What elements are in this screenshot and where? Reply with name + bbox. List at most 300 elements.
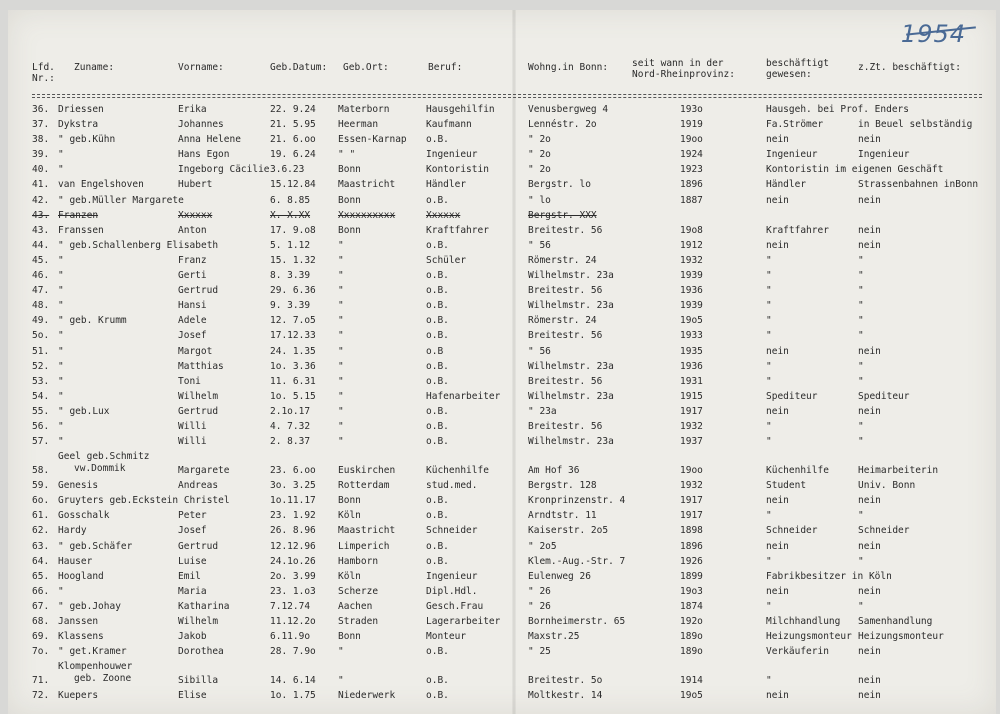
cell-zuname: Hardy	[58, 525, 87, 537]
cell-zzt: Ingenieur	[858, 149, 910, 161]
cell-beruf: o.B.	[426, 330, 449, 342]
cell-geb-ort: Köln	[338, 510, 361, 522]
cell-geb-datum: 17.12.33	[270, 330, 316, 342]
cell-zuname: "	[58, 300, 64, 312]
cell-geb-datum: 3o. 3.25	[270, 480, 316, 492]
cell-nr: 39.	[32, 149, 50, 161]
cell-geb-ort: "	[338, 315, 344, 327]
cell-geb-ort: Bonn	[338, 194, 361, 206]
cell-beschaeftigt: Student	[766, 480, 807, 492]
cell-seit: 189o	[680, 631, 703, 643]
table-row	[8, 104, 996, 119]
cell-wohnung: Breitestr. 56	[528, 375, 603, 387]
cell-zzt: "	[858, 330, 864, 342]
cell-beruf: o.B.	[426, 555, 449, 567]
table-row	[8, 330, 996, 345]
cell-nr: 42.	[32, 194, 50, 206]
cell-wohnung: Breitestr. 56	[528, 224, 603, 236]
cell-vorname: Gertrud	[178, 405, 219, 417]
cell-zzt: "	[858, 436, 864, 448]
cell-seit: 1931	[680, 375, 703, 387]
cell-zzt: Heimarbeiterin	[858, 465, 939, 477]
cell-zzt: nein	[858, 495, 881, 507]
cell-seit: 19oo	[680, 134, 703, 146]
cell-seit: 19o5	[680, 315, 703, 327]
cell-nr: 45.	[32, 254, 50, 266]
cell-seit: 1919	[680, 119, 703, 131]
cell-beruf: o.B.	[426, 194, 449, 206]
cell-geb-datum: 21. 5.95	[270, 119, 316, 131]
cell-beschaeftigt: "	[766, 300, 772, 312]
table-row	[8, 225, 996, 240]
cell-beruf: o.B.	[426, 375, 449, 387]
cell-zzt: "	[858, 555, 864, 567]
cell-geb-ort: Heerman	[338, 119, 379, 131]
cell-beschaeftigt: Spediteur	[766, 390, 818, 402]
cell-nr: 65.	[32, 570, 50, 582]
table-row	[8, 556, 996, 571]
cell-nr: 72.	[32, 690, 50, 702]
cell-zuname: Klassens	[58, 631, 104, 643]
cell-vorname: Johannes	[178, 119, 224, 131]
cell-geb-datum: X. X.XX	[270, 209, 311, 221]
cell-zuname: Hoogland	[58, 570, 104, 582]
table-row	[8, 164, 996, 179]
document-page	[8, 10, 996, 714]
cell-wohnung: Breitestr. 5o	[528, 675, 603, 687]
archive-stamp-number: 1954	[900, 20, 966, 48]
cell-seit: 1936	[680, 360, 703, 372]
cell-geb-datum: 21. 6.oo	[270, 134, 316, 146]
cell-geb-ort: "	[338, 300, 344, 312]
cell-vorname: Andreas	[178, 480, 219, 492]
cell-beruf: Händler	[426, 179, 467, 191]
cell-zzt: Spediteur	[858, 390, 910, 402]
table-row	[8, 541, 996, 556]
cell-beruf: o.B.	[426, 300, 449, 312]
table-row	[8, 119, 996, 134]
cell-geb-datum: 1o.11.17	[270, 495, 316, 507]
cell-geb-ort: "	[338, 254, 344, 266]
cell-geb-datum: 11.12.2o	[270, 616, 316, 627]
cell-wohnung: " 2o	[528, 134, 551, 146]
header-vorname: Vorname:	[178, 62, 224, 73]
cell-vorname: Erika	[178, 104, 207, 115]
cell-geb-datum: 23. 1.92	[270, 510, 316, 522]
cell-zuname: " geb.Johay	[58, 600, 121, 612]
cell-nr: 53.	[32, 375, 50, 387]
table-row	[8, 451, 996, 480]
cell-geb-ort: "	[338, 360, 344, 372]
cell-beruf: o.B.	[426, 540, 449, 552]
cell-beruf: Ingenieur	[426, 149, 478, 161]
cell-beschaeftigt: "	[766, 436, 772, 448]
cell-seit: 1917	[680, 405, 703, 417]
cell-seit: 1914	[680, 675, 703, 687]
cell-geb-datum: 15.12.84	[270, 179, 316, 191]
cell-wohnung: " 2o5	[528, 540, 557, 552]
table-row	[8, 646, 996, 661]
cell-nr: 46.	[32, 270, 50, 282]
header-seit: seit wann in der Nord-Rheinprovinz:	[632, 58, 735, 80]
cell-seit: 1936	[680, 285, 703, 297]
cell-wohnung: " 25	[528, 646, 551, 658]
cell-wohnung: Bornheimerstr. 65	[528, 616, 626, 627]
cell-seit: 1917	[680, 495, 703, 507]
table-row	[8, 690, 996, 705]
cell-zuname: "	[58, 585, 64, 597]
cell-geb-datum: 3.6.23	[270, 164, 305, 176]
cell-geb-datum: 2.1o.17	[270, 405, 311, 417]
cell-zuname: " geb.Müller Margarete	[58, 194, 184, 206]
cell-zzt: nein	[858, 224, 881, 236]
cell-vorname: Willi	[178, 420, 207, 432]
cell-seit: 1924	[680, 149, 703, 161]
cell-geb-datum: 8. 3.39	[270, 270, 311, 282]
cell-zzt: "	[858, 420, 864, 432]
cell-geb-ort: "	[338, 330, 344, 342]
cell-wohnung: Breitestr. 56	[528, 420, 603, 432]
cell-zuname: Driessen	[58, 104, 104, 115]
cell-wohnung: Römerstr. 24	[528, 254, 597, 266]
cell-seit: 1896	[680, 179, 703, 191]
cell-vorname: Gerti	[178, 270, 207, 282]
cell-nr: 58.	[32, 465, 50, 477]
cell-vorname: Jakob	[178, 631, 207, 643]
cell-zzt: nein	[858, 585, 881, 597]
cell-zzt: in Beuel selbständig	[858, 119, 973, 131]
cell-zzt: nein	[858, 194, 881, 206]
cell-seit: 1874	[680, 600, 703, 612]
cell-geb-ort: Aachen	[338, 600, 373, 612]
cell-vorname: Emil	[178, 570, 201, 582]
cell-seit: 1896	[680, 540, 703, 552]
cell-beschaeftigt: "	[766, 254, 772, 266]
cell-vorname: Toni	[178, 375, 201, 387]
cell-vorname: Margarete	[178, 465, 230, 477]
cell-geb-datum: 23. 1.o3	[270, 585, 316, 597]
cell-beschaeftigt: nein	[766, 405, 789, 417]
cell-vorname: Gertrud	[178, 285, 219, 297]
cell-beschaeftigt: Kontoristin im eigenen Geschäft	[766, 164, 944, 176]
cell-beruf: o.B.	[426, 675, 449, 687]
cell-beschaeftigt: Schneider	[766, 525, 818, 537]
cell-wohnung: Bergstr. lo	[528, 179, 591, 191]
cell-zuname: "	[58, 360, 64, 372]
cell-beruf: o.B.	[426, 285, 449, 297]
cell-vorname: Elise	[178, 690, 207, 702]
cell-beruf: o.B.	[426, 436, 449, 448]
cell-geb-datum: 2o. 3.99	[270, 570, 316, 582]
cell-wohnung: Klem.-Aug.-Str. 7	[528, 555, 626, 567]
cell-zzt: "	[858, 375, 864, 387]
cell-beschaeftigt: Ingenieur	[766, 149, 818, 161]
cell-geb-datum: 7.12.74	[270, 600, 311, 612]
cell-beruf: Lagerarbeiter	[426, 616, 501, 627]
header-rule	[32, 97, 982, 98]
cell-nr: 38.	[32, 134, 50, 146]
cell-zuname: " geb.Kühn	[58, 134, 116, 146]
cell-geb-ort: "	[338, 270, 344, 282]
cell-zuname: van Engelshoven	[58, 179, 144, 191]
cell-beruf: Hafenarbeiter	[426, 390, 501, 402]
cell-beschaeftigt: nein	[766, 134, 789, 146]
cell-geb-ort: "	[338, 405, 344, 417]
cell-beschaeftigt: nein	[766, 194, 789, 206]
table-row	[8, 210, 996, 225]
cell-seit: 19oo	[680, 465, 703, 477]
cell-geb-datum: 6. 8.85	[270, 194, 311, 206]
cell-seit: 1939	[680, 270, 703, 282]
cell-zuname-line2: vw.Dommik	[74, 463, 126, 475]
cell-vorname: Josef	[178, 330, 207, 342]
cell-wohnung: " lo	[528, 194, 551, 206]
cell-nr: 59.	[32, 480, 50, 492]
cell-nr: 7o.	[32, 646, 50, 658]
cell-nr: 52.	[32, 360, 50, 372]
cell-geb-ort: Rotterdam	[338, 480, 390, 492]
table-row	[8, 616, 996, 631]
cell-geb-ort: "	[338, 345, 344, 357]
cell-zuname: " geb.Lux	[58, 405, 110, 417]
cell-geb-datum: 4. 7.32	[270, 420, 311, 432]
cell-geb-ort: "	[338, 390, 344, 402]
cell-beschaeftigt: Fabrikbesitzer in Köln	[766, 570, 892, 582]
cell-wohnung: Kaiserstr. 2o5	[528, 525, 609, 537]
cell-zuname: "	[58, 390, 64, 402]
cell-wohnung: " 2o	[528, 149, 551, 161]
cell-nr: 48.	[32, 300, 50, 312]
cell-zuname-line2: geb. Zoone	[74, 673, 132, 685]
cell-zuname: " geb. Krumm	[58, 315, 127, 327]
cell-zzt: nein	[858, 675, 881, 687]
cell-nr: 6o.	[32, 495, 50, 507]
cell-seit: 1898	[680, 525, 703, 537]
cell-beruf: o.B.	[426, 646, 449, 658]
cell-vorname: Xxxxxx	[178, 209, 213, 221]
cell-zzt: "	[858, 254, 864, 266]
cell-zuname: "	[58, 330, 64, 342]
cell-geb-datum: 2. 8.37	[270, 436, 311, 448]
cell-geb-ort: Xxxxxxxxxx	[338, 209, 396, 221]
cell-zuname: "	[58, 345, 64, 357]
cell-beruf: Dipl.Hdl.	[426, 585, 478, 597]
cell-geb-ort: Euskirchen	[338, 465, 396, 477]
cell-zuname: Hauser	[58, 555, 93, 567]
cell-geb-datum: 1o. 3.36	[270, 360, 316, 372]
cell-wohnung: Kronprinzenstr. 4	[528, 495, 626, 507]
cell-beschaeftigt: nein	[766, 540, 789, 552]
cell-zuname: Dykstra	[58, 119, 99, 131]
cell-zzt: nein	[858, 345, 881, 357]
cell-seit: 193o	[680, 104, 703, 115]
cell-nr: 40.	[32, 164, 50, 176]
cell-vorname: Ingeborg Cäcilie	[178, 164, 270, 176]
cell-geb-ort: "	[338, 675, 344, 687]
cell-geb-datum: 9. 3.39	[270, 300, 311, 312]
cell-zzt: "	[858, 285, 864, 297]
cell-zzt: nein	[858, 239, 881, 251]
cell-zuname: Kuepers	[58, 690, 99, 702]
cell-beschaeftigt: "	[766, 510, 772, 522]
table-row	[8, 406, 996, 421]
cell-nr: 57.	[32, 436, 50, 448]
cell-wohnung: Bergstr. XXX	[528, 209, 597, 221]
cell-vorname: Anna Helene	[178, 134, 241, 146]
cell-beschaeftigt: Händler	[766, 179, 807, 191]
cell-nr: 54.	[32, 390, 50, 402]
cell-zzt: nein	[858, 540, 881, 552]
cell-zzt: "	[858, 360, 864, 372]
cell-geb-ort: Köln	[338, 570, 361, 582]
cell-vorname: Peter	[178, 510, 207, 522]
table-row	[8, 195, 996, 210]
cell-beruf: Monteur	[426, 631, 467, 643]
cell-wohnung: Wilhelmstr. 23a	[528, 300, 614, 312]
cell-nr: 43.	[32, 209, 50, 221]
cell-beschaeftigt: Hausgeh. bei Prof. Enders	[766, 104, 909, 115]
cell-zzt: nein	[858, 646, 881, 658]
cell-wohnung: Römerstr. 24	[528, 315, 597, 327]
cell-seit: 1939	[680, 300, 703, 312]
cell-zuname: " get.Kramer	[58, 646, 127, 658]
cell-wohnung: Moltkestr. 14	[528, 690, 603, 702]
cell-nr: 66.	[32, 585, 50, 597]
cell-beruf: Xxxxxx	[426, 209, 461, 221]
cell-beruf: Kraftfahrer	[426, 224, 489, 236]
cell-geb-ort: Materborn	[338, 104, 390, 115]
cell-beschaeftigt: nein	[766, 345, 789, 357]
table-row	[8, 376, 996, 391]
cell-geb-ort: "	[338, 239, 344, 251]
cell-wohnung: Eulenweg 26	[528, 570, 591, 582]
cell-vorname: Dorothea	[178, 646, 224, 658]
table-row	[8, 510, 996, 525]
cell-seit: 192o	[680, 616, 703, 627]
cell-zuname: "	[58, 420, 64, 432]
cell-beruf: o.B.	[426, 405, 449, 417]
cell-beschaeftigt: "	[766, 420, 772, 432]
cell-geb-datum: 14. 6.14	[270, 675, 316, 687]
cell-seit: 1912	[680, 239, 703, 251]
cell-geb-datum: 22. 9.24	[270, 104, 316, 115]
cell-nr: 67.	[32, 600, 50, 612]
table-row	[8, 149, 996, 164]
cell-zuname: Gosschalk	[58, 510, 110, 522]
cell-zzt: Heizungsmonteur	[858, 631, 944, 643]
cell-zzt: "	[858, 270, 864, 282]
cell-wohnung: Bergstr. 128	[528, 480, 597, 492]
cell-zzt: "	[858, 600, 864, 612]
cell-geb-ort: "	[338, 420, 344, 432]
cell-zuname: "	[58, 164, 64, 176]
cell-beruf: o.B.	[426, 360, 449, 372]
cell-wohnung: Wilhelmstr. 23a	[528, 390, 614, 402]
cell-nr: 69.	[32, 631, 50, 643]
cell-zuname: "	[58, 270, 64, 282]
cell-beschaeftigt: "	[766, 375, 772, 387]
cell-wohnung: Venusbergweg 4	[528, 104, 609, 115]
cell-zzt: nein	[858, 405, 881, 417]
cell-nr: 71.	[32, 675, 50, 687]
table-row	[8, 361, 996, 376]
cell-wohnung: Wilhelmstr. 23a	[528, 270, 614, 282]
cell-geb-datum: 5. 1.12	[270, 239, 311, 251]
cell-seit: 1923	[680, 164, 703, 176]
cell-vorname: Matthias	[178, 360, 224, 372]
cell-vorname: Anton	[178, 224, 207, 236]
cell-beschaeftigt: nein	[766, 239, 789, 251]
cell-nr: 43.	[32, 224, 50, 236]
cell-vorname: Franz	[178, 254, 207, 266]
cell-geb-datum: 29. 6.36	[270, 285, 316, 297]
cell-wohnung: " 26	[528, 585, 551, 597]
cell-vorname: Maria	[178, 585, 207, 597]
cell-beruf: Kaufmann	[426, 119, 472, 131]
cell-vorname: Margot	[178, 345, 213, 357]
cell-zuname: "	[58, 149, 64, 161]
cell-beschaeftigt: "	[766, 285, 772, 297]
header-geb-ort: Geb.Ort:	[343, 62, 389, 73]
cell-geb-ort: " "	[338, 149, 356, 161]
cell-beruf: Schüler	[426, 254, 467, 266]
cell-zzt: Schneider	[858, 525, 910, 537]
cell-beruf: o.B.	[426, 510, 449, 522]
table-row	[8, 240, 996, 255]
cell-geb-ort: "	[338, 436, 344, 448]
cell-wohnung: " 56	[528, 345, 551, 357]
cell-beschaeftigt: "	[766, 270, 772, 282]
cell-geb-ort: "	[338, 646, 344, 658]
table-row	[8, 179, 996, 194]
cell-beruf: Kontoristin	[426, 164, 489, 176]
header-wohnung: Wohng.in Bonn:	[528, 62, 609, 73]
header-zuname: Zuname:	[74, 62, 115, 73]
cell-geb-datum: 17. 9.o8	[270, 224, 316, 236]
cell-geb-ort: Bonn	[338, 495, 361, 507]
cell-nr: 68.	[32, 616, 50, 627]
cell-geb-datum: 1o. 5.15	[270, 390, 316, 402]
cell-vorname: Hubert	[178, 179, 213, 191]
cell-geb-datum: 23. 6.oo	[270, 465, 316, 477]
cell-geb-datum: 24.1o.26	[270, 555, 316, 567]
cell-nr: 44.	[32, 239, 50, 251]
cell-beschaeftigt: "	[766, 675, 772, 687]
cell-zuname: Janssen	[58, 616, 99, 627]
cell-geb-ort: Scherze	[338, 585, 379, 597]
cell-vorname: Wilhelm	[178, 390, 219, 402]
cell-zuname: "	[58, 254, 64, 266]
table-row	[8, 285, 996, 300]
cell-nr: 47.	[32, 285, 50, 297]
header-beruf: Beruf:	[428, 62, 463, 73]
cell-geb-datum: 12.12.96	[270, 540, 316, 552]
cell-wohnung: " 56	[528, 239, 551, 251]
cell-beschaeftigt: Fa.Strömer	[766, 119, 824, 131]
cell-beruf: stud.med.	[426, 480, 478, 492]
cell-zuname: " geb.Schäfer	[58, 540, 133, 552]
cell-seit: 19o3	[680, 585, 703, 597]
table-row	[8, 391, 996, 406]
cell-vorname: Wilhelm	[178, 616, 219, 627]
cell-beschaeftigt: "	[766, 360, 772, 372]
table-row	[8, 134, 996, 149]
cell-beschaeftigt: Kraftfahrer	[766, 224, 829, 236]
cell-wohnung: Lennéstr. 2o	[528, 119, 597, 131]
cell-nr: 5o.	[32, 330, 50, 342]
table-row	[8, 525, 996, 540]
register-table	[8, 104, 996, 705]
